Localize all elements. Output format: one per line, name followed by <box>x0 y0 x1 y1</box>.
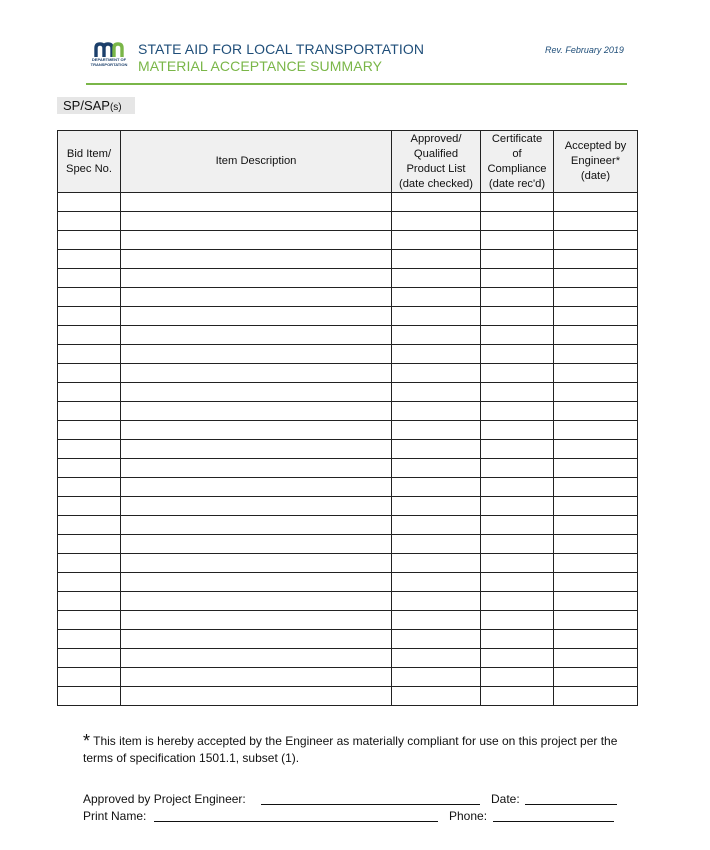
header-bid-item <box>58 131 121 193</box>
certificate-cell[interactable] <box>481 478 554 497</box>
item-description-cell[interactable] <box>121 554 392 573</box>
revision-date: Rev. February 2019 <box>545 45 624 55</box>
certificate-cell[interactable] <box>481 592 554 611</box>
table-row <box>58 649 638 668</box>
accepted-date-cell[interactable] <box>554 535 638 554</box>
item-description-cell[interactable] <box>121 459 392 478</box>
item-description-cell[interactable] <box>121 212 392 231</box>
bid-item-cell[interactable] <box>58 592 121 611</box>
certificate-cell[interactable] <box>481 421 554 440</box>
header-line: Spec No. <box>65 162 113 175</box>
approved-list-cell[interactable] <box>392 364 481 383</box>
certificate-cell[interactable] <box>481 250 554 269</box>
accepted-date-cell[interactable] <box>554 212 638 231</box>
item-description-cell[interactable] <box>121 345 392 364</box>
header-line: Certificate <box>491 132 543 145</box>
bid-item-cell[interactable] <box>58 193 121 212</box>
approved-list-cell[interactable] <box>392 440 481 459</box>
bid-item-cell[interactable] <box>58 383 121 402</box>
mndot-logo-icon <box>86 42 132 58</box>
bid-item-cell[interactable] <box>58 535 121 554</box>
table-row <box>58 288 638 307</box>
approved-list-cell[interactable] <box>392 421 481 440</box>
approved-list-cell[interactable] <box>392 516 481 535</box>
header-line: of <box>512 147 522 160</box>
accepted-date-cell[interactable] <box>554 364 638 383</box>
approved-list-cell[interactable] <box>392 497 481 516</box>
approved-list-cell[interactable] <box>392 269 481 288</box>
accepted-date-cell[interactable] <box>554 478 638 497</box>
approved-list-cell[interactable] <box>392 687 481 706</box>
date-line[interactable] <box>525 804 617 805</box>
table-row <box>58 440 638 459</box>
header-line: Engineer* <box>570 155 621 167</box>
certificate-cell[interactable] <box>481 668 554 687</box>
bid-item-cell[interactable] <box>58 307 121 326</box>
certificate-cell[interactable] <box>481 269 554 288</box>
certificate-cell[interactable] <box>481 440 554 459</box>
item-description-cell[interactable] <box>121 478 392 497</box>
certificate-cell[interactable] <box>481 554 554 573</box>
item-description-cell[interactable] <box>121 687 392 706</box>
item-description-cell[interactable] <box>121 193 392 212</box>
header-approved-product-list <box>392 131 481 193</box>
item-description-cell[interactable] <box>121 611 392 630</box>
header-line: Bid Item/ <box>66 147 112 160</box>
accepted-date-cell[interactable] <box>554 611 638 630</box>
approved-list-cell[interactable] <box>392 250 481 269</box>
date-label: Date: <box>491 792 520 806</box>
approved-list-cell[interactable] <box>392 459 481 478</box>
table-row <box>58 231 638 250</box>
accepted-date-cell[interactable] <box>554 592 638 611</box>
accepted-date-cell[interactable] <box>554 649 638 668</box>
item-description-cell[interactable] <box>121 516 392 535</box>
accepted-date-cell[interactable] <box>554 383 638 402</box>
bid-item-cell[interactable] <box>58 630 121 649</box>
certificate-cell[interactable] <box>481 649 554 668</box>
certificate-cell[interactable] <box>481 212 554 231</box>
item-description-cell[interactable] <box>121 668 392 687</box>
header-line: (date rec'd) <box>488 177 546 190</box>
material-table <box>57 130 638 706</box>
table-row <box>58 402 638 421</box>
approved-list-cell[interactable] <box>392 478 481 497</box>
table-row <box>58 193 638 212</box>
approved-list-cell[interactable] <box>392 402 481 421</box>
item-description-cell[interactable] <box>121 630 392 649</box>
approved-list-cell[interactable] <box>392 307 481 326</box>
header-line: Item Description <box>215 155 297 167</box>
accepted-date-cell[interactable] <box>554 269 638 288</box>
item-description-cell[interactable] <box>121 573 392 592</box>
item-description-cell[interactable] <box>121 497 392 516</box>
bid-item-cell[interactable] <box>58 212 121 231</box>
header-item-description <box>121 131 392 193</box>
certificate-cell[interactable] <box>481 516 554 535</box>
table-row <box>58 345 638 364</box>
accepted-date-cell[interactable] <box>554 231 638 250</box>
bid-item-cell[interactable] <box>58 687 121 706</box>
header-line: Product List <box>406 162 466 175</box>
bid-item-cell[interactable] <box>58 649 121 668</box>
bid-item-cell[interactable] <box>58 459 121 478</box>
header-line: Accepted by <box>564 140 627 152</box>
accepted-date-cell[interactable] <box>554 687 638 706</box>
accepted-date-cell[interactable] <box>554 573 638 592</box>
table-row <box>58 364 638 383</box>
accepted-date-cell[interactable] <box>554 250 638 269</box>
item-description-cell[interactable] <box>121 326 392 345</box>
bid-item-cell[interactable] <box>58 554 121 573</box>
bid-item-cell[interactable] <box>58 668 121 687</box>
approved-list-cell[interactable] <box>392 668 481 687</box>
approved-list-cell[interactable] <box>392 611 481 630</box>
table-row <box>58 630 638 649</box>
table-row <box>58 421 638 440</box>
approved-list-cell[interactable] <box>392 231 481 250</box>
bid-item-cell[interactable] <box>58 288 121 307</box>
table-row <box>58 668 638 687</box>
certificate-cell[interactable] <box>481 611 554 630</box>
item-description-cell[interactable] <box>121 421 392 440</box>
bid-item-cell[interactable] <box>58 345 121 364</box>
header-title: STATE AID FOR LOCAL TRANSPORTATION <box>138 41 425 57</box>
header-certificate-compliance <box>481 131 554 193</box>
item-description-cell[interactable] <box>121 440 392 459</box>
certificate-cell[interactable] <box>481 459 554 478</box>
item-description-cell[interactable] <box>121 250 392 269</box>
item-description-cell[interactable] <box>121 402 392 421</box>
approved-list-cell[interactable] <box>392 326 481 345</box>
table-row <box>58 459 638 478</box>
item-description-cell[interactable] <box>121 592 392 611</box>
accepted-date-cell[interactable] <box>554 421 638 440</box>
sp-sap-field[interactable] <box>57 97 135 114</box>
table-row <box>58 573 638 592</box>
accepted-date-cell[interactable] <box>554 459 638 478</box>
table-row <box>58 212 638 231</box>
sp-sap-label: SP/SAP <box>63 98 110 113</box>
bid-item-cell[interactable] <box>58 326 121 345</box>
logo-caption: DEPARTMENT OF TRANSPORTATION <box>90 57 128 67</box>
item-description-cell[interactable] <box>121 307 392 326</box>
certificate-cell[interactable] <box>481 687 554 706</box>
table-row <box>58 497 638 516</box>
accepted-date-cell[interactable] <box>554 630 638 649</box>
accepted-date-cell[interactable] <box>554 326 638 345</box>
accepted-date-cell[interactable] <box>554 345 638 364</box>
certificate-cell[interactable] <box>481 402 554 421</box>
item-description-cell[interactable] <box>121 269 392 288</box>
certificate-cell[interactable] <box>481 535 554 554</box>
approved-list-cell[interactable] <box>392 630 481 649</box>
header-subtitle: MATERIAL ACCEPTANCE SUMMARY <box>138 58 383 74</box>
header-line: (date) <box>580 170 611 182</box>
header-accepted-by-engineer <box>554 131 638 193</box>
accepted-date-cell[interactable] <box>554 516 638 535</box>
note-text: This item is hereby accepted by the Engineer as materially compliant for use on this project per the terms of specification 1501.1, subset (1). <box>83 734 618 765</box>
certificate-cell[interactable] <box>481 630 554 649</box>
item-description-cell[interactable] <box>121 649 392 668</box>
certificate-cell[interactable] <box>481 288 554 307</box>
approved-list-cell[interactable] <box>392 592 481 611</box>
bid-item-cell[interactable] <box>58 478 121 497</box>
sp-sap-suffix: (s) <box>109 102 122 113</box>
item-description-cell[interactable] <box>121 288 392 307</box>
approved-list-cell[interactable] <box>392 288 481 307</box>
table-row <box>58 250 638 269</box>
bid-item-cell[interactable] <box>58 231 121 250</box>
table-row <box>58 307 638 326</box>
accepted-date-cell[interactable] <box>554 402 638 421</box>
approved-by-label: Approved by Project Engineer: <box>83 792 246 806</box>
approved-list-cell[interactable] <box>392 649 481 668</box>
bid-item-cell[interactable] <box>58 250 121 269</box>
item-description-cell[interactable] <box>121 535 392 554</box>
table-row <box>58 478 638 497</box>
item-description-cell[interactable] <box>121 383 392 402</box>
bid-item-cell[interactable] <box>58 611 121 630</box>
table-row <box>58 592 638 611</box>
header-line: Compliance <box>487 162 547 175</box>
bid-item-cell[interactable] <box>58 516 121 535</box>
certificate-cell[interactable] <box>481 326 554 345</box>
accepted-date-cell[interactable] <box>554 193 638 212</box>
bid-item-cell[interactable] <box>58 497 121 516</box>
item-description-cell[interactable] <box>121 364 392 383</box>
print-name-line[interactable] <box>154 821 438 822</box>
bid-item-cell[interactable] <box>58 269 121 288</box>
header-line: Approved/ <box>410 132 462 145</box>
table-row <box>58 326 638 345</box>
item-description-cell[interactable] <box>121 231 392 250</box>
phone-line[interactable] <box>493 821 614 822</box>
approved-list-cell[interactable] <box>392 193 481 212</box>
approved-list-cell[interactable] <box>392 383 481 402</box>
note-asterisk: * <box>83 731 91 751</box>
certificate-cell[interactable] <box>481 497 554 516</box>
certificate-cell[interactable] <box>481 231 554 250</box>
table-row <box>58 516 638 535</box>
table-row <box>58 687 638 706</box>
table-body <box>58 193 638 706</box>
certificate-cell[interactable] <box>481 383 554 402</box>
bid-item-cell[interactable] <box>58 364 121 383</box>
certificate-cell[interactable] <box>481 345 554 364</box>
phone-label: Phone: <box>449 809 488 823</box>
approved-list-cell[interactable] <box>392 535 481 554</box>
accepted-date-cell[interactable] <box>554 497 638 516</box>
table-row <box>58 535 638 554</box>
header-divider <box>86 83 627 85</box>
bid-item-cell[interactable] <box>58 421 121 440</box>
table-row <box>58 554 638 573</box>
certificate-cell[interactable] <box>481 573 554 592</box>
approved-by-signature-line[interactable] <box>261 804 480 805</box>
table-row <box>58 383 638 402</box>
accepted-date-cell[interactable] <box>554 440 638 459</box>
accepted-date-cell[interactable] <box>554 288 638 307</box>
bid-item-cell[interactable] <box>58 573 121 592</box>
certificate-cell[interactable] <box>481 307 554 326</box>
certificate-cell[interactable] <box>481 364 554 383</box>
header-line: (date checked) <box>398 177 473 190</box>
approved-list-cell[interactable] <box>392 573 481 592</box>
print-name-label: Print Name: <box>83 809 147 823</box>
header-line: Qualified <box>413 147 459 160</box>
table-header-row <box>58 131 638 193</box>
approved-list-cell[interactable] <box>392 554 481 573</box>
accepted-date-cell[interactable] <box>554 668 638 687</box>
table-row <box>58 269 638 288</box>
approved-list-cell[interactable] <box>392 345 481 364</box>
bid-item-cell[interactable] <box>58 440 121 459</box>
accepted-date-cell[interactable] <box>554 554 638 573</box>
table-row <box>58 611 638 630</box>
acceptance-note <box>83 733 643 767</box>
accepted-date-cell[interactable] <box>554 307 638 326</box>
approved-list-cell[interactable] <box>392 212 481 231</box>
certificate-cell[interactable] <box>481 193 554 212</box>
bid-item-cell[interactable] <box>58 402 121 421</box>
